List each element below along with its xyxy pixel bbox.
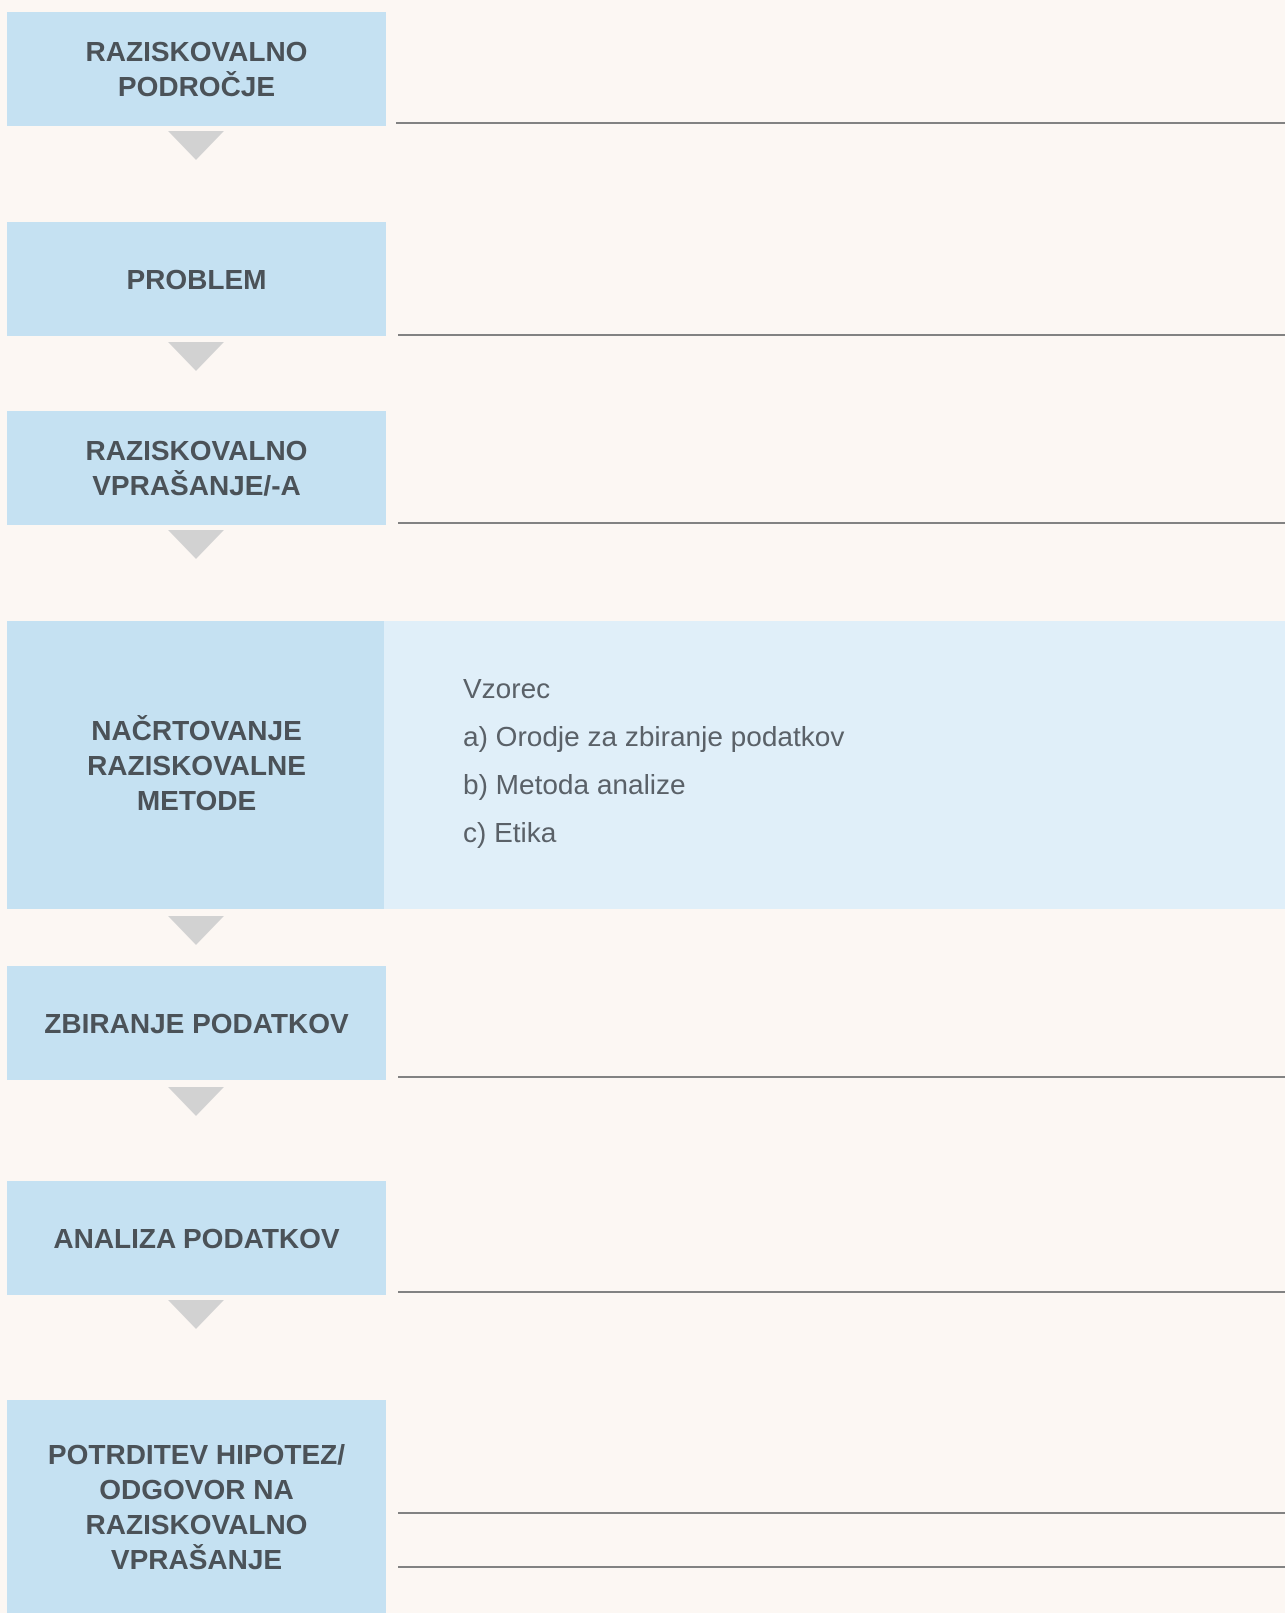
answer-line-problem[interactable] [398, 334, 1285, 336]
down-arrow-icon [168, 1087, 224, 1116]
step-research-area: RAZISKOVALNO PODROČJE [7, 12, 386, 126]
step-method-planning: NAČRTOVANJE RAZISKOVALNE METODE [7, 621, 386, 909]
step-data-analysis: ANALIZA PODATKOV [7, 1181, 386, 1295]
method-details-panel [384, 621, 1285, 909]
method-detail-tool: a) Orodje za zbiranje podatkov [463, 721, 845, 752]
method-detail-ethics: c) Etika [463, 817, 557, 848]
method-detail-analysis: b) Metoda analize [463, 769, 686, 800]
down-arrow-icon [168, 530, 224, 559]
down-arrow-icon [168, 1300, 224, 1329]
step-research-question: RAZISKOVALNO VPRAŠANJE/-A [7, 411, 386, 525]
down-arrow-icon [168, 342, 224, 371]
down-arrow-icon [168, 916, 224, 945]
answer-line-data-collection[interactable] [398, 1076, 1285, 1078]
step-data-collection: ZBIRANJE PODATKOV [7, 966, 386, 1080]
answer-line-research-question[interactable] [398, 522, 1285, 524]
method-details-list [463, 665, 844, 857]
answer-line-hypothesis-2[interactable] [398, 1566, 1285, 1568]
down-arrow-icon [168, 131, 224, 160]
step-problem: PROBLEM [7, 222, 386, 336]
answer-line-hypothesis-1[interactable] [398, 1512, 1285, 1514]
answer-line-data-analysis[interactable] [398, 1291, 1285, 1293]
method-detail-sample: Vzorec [463, 673, 551, 704]
step-hypothesis-confirmation: POTRDITEV HIPOTEZ/ ODGOVOR NA RAZISKOVALNO VPRAŠANJE [7, 1400, 386, 1613]
answer-line-research-area[interactable] [396, 122, 1285, 124]
